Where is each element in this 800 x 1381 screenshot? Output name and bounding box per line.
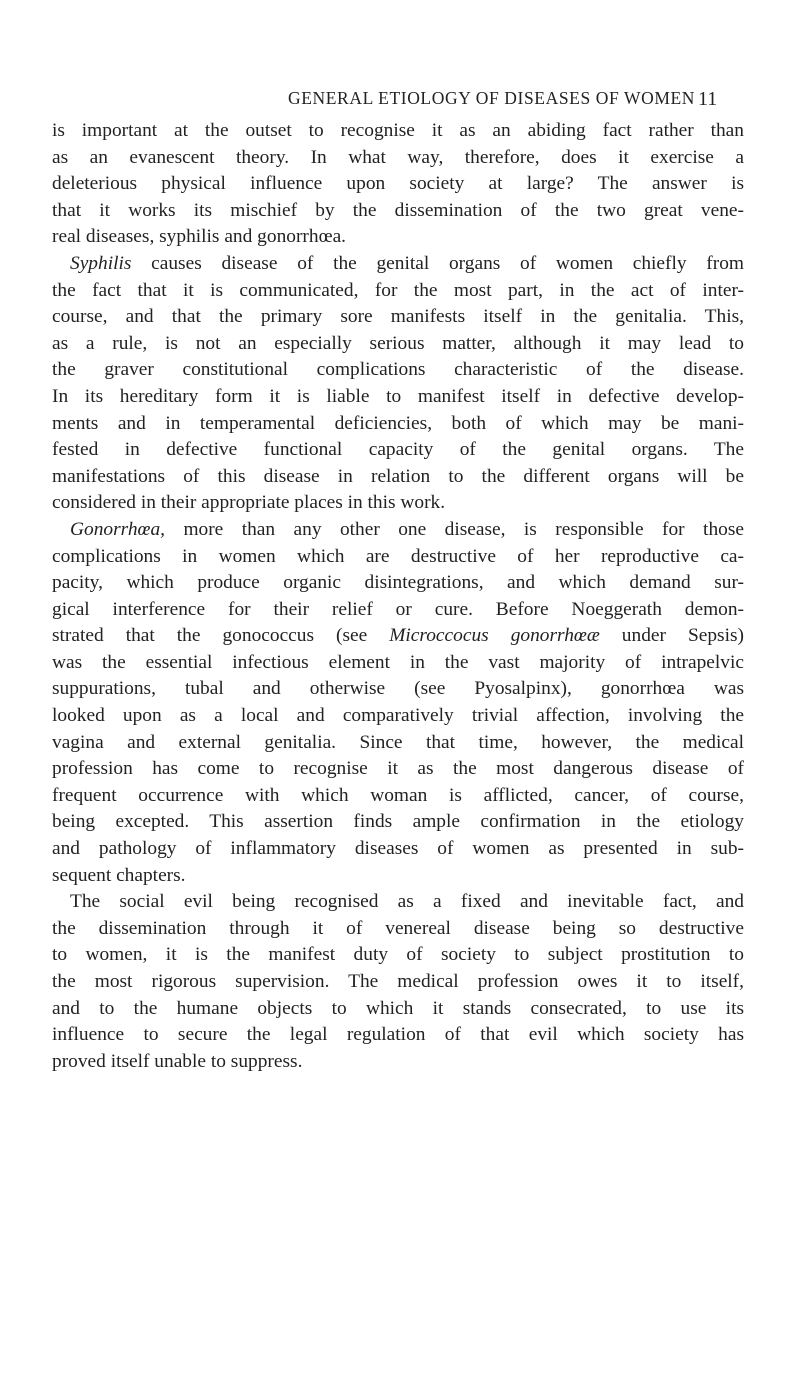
text-line: vagina and external genitalia. Since that time, however, the medical: [52, 731, 744, 753]
text-line: gical interference for their relief or cure. Before Noeggerath demon-: [52, 598, 744, 620]
text-line: was the essential infectious element in the vast majority of intrapelvic: [52, 651, 744, 673]
text-line: profession has come to recognise it as the most dangerous disease of: [52, 758, 744, 780]
running-title: GENERAL ETIOLOGY OF DISEASES OF WOMEN: [288, 88, 696, 108]
text-line: that it works its mischief by the dissemination of the two great vene-: [52, 199, 744, 221]
text-line: fested in defective functional capacity of the genital organs. The: [52, 439, 744, 461]
text-line: looked upon as a local and comparatively trivial affection, involving the: [52, 705, 744, 727]
text-line: the graver constitutional complications characteristic of the disease.: [52, 359, 744, 381]
text-line: being excepted. This assertion finds ample confirmation in the etiology: [52, 811, 744, 833]
text-line: manifestations of this disease in relation to the different organs will be: [52, 465, 744, 487]
text-line: suppurations, tubal and otherwise (see Pyosalpinx), gonorrhœa was: [52, 678, 744, 700]
text-line: as an evanescent theory. In what way, therefore, does it exercise a: [52, 146, 744, 168]
text-line: as a rule, is not an especially serious matter, although it may lead to: [52, 332, 744, 354]
text-line: and to the humane objects to which it stands consecrated, to use its: [52, 997, 744, 1019]
text-line: the dissemination through it of venereal disease being so destructive: [52, 917, 744, 939]
text-line: course, and that the primary sore manifests itself in the genitalia. This,: [52, 306, 744, 328]
text-line: the fact that it is communicated, for the most part, in the act of inter-: [52, 279, 744, 301]
text-line: pacity, which produce organic disintegrations, and which demand sur-: [52, 572, 744, 594]
text-line: complications in women which are destructive of her reproductive ca-: [52, 545, 744, 567]
text-line: strated that the gonococcus (see Microccocus gonorrhœæ under Sepsis): [52, 625, 744, 647]
body-text: [52, 118, 744, 1075]
text-line: is important at the outset to recognise it as an abiding fact rather than: [52, 120, 744, 141]
paragraph-start-line: Gonorrhœa, more than any other one disease, is responsible for those: [70, 518, 744, 540]
text-line: deleterious physical influence upon society at large? The answer is: [52, 173, 744, 195]
paragraph-end-line: considered in their appropriate places in this work.: [52, 492, 446, 514]
text-line: ments and in temperamental deficiencies, both of which may be mani-: [52, 412, 744, 434]
text-line: frequent occurrence with which woman is afflicted, cancer, of course,: [52, 784, 744, 806]
text-line: to women, it is the manifest duty of society to subject prostitution to: [52, 944, 744, 966]
text-line: the most rigorous supervision. The medical profession owes it to itself,: [52, 971, 744, 992]
paragraph-end-line: proved itself unable to suppress.: [52, 1050, 303, 1072]
text-line: In its hereditary form it is liable to manifest itself in defective develop-: [52, 385, 744, 407]
running-head: [0, 88, 800, 110]
paragraph-start-line: Syphilis causes disease of the genital organs of women chiefly from: [70, 252, 744, 274]
page-number: 11: [698, 88, 718, 110]
paragraph-end-line: sequent chapters.: [52, 864, 186, 886]
paragraph-start-line: The social evil being recognised as a fixed and inevitable fact, and: [70, 891, 744, 913]
paragraph-end-line: real diseases, syphilis and gonorrhœa.: [52, 226, 347, 248]
text-line: influence to secure the legal regulation of that evil which society has: [52, 1024, 744, 1046]
text-line: and pathology of inflammatory diseases of women as presented in sub-: [52, 838, 744, 860]
